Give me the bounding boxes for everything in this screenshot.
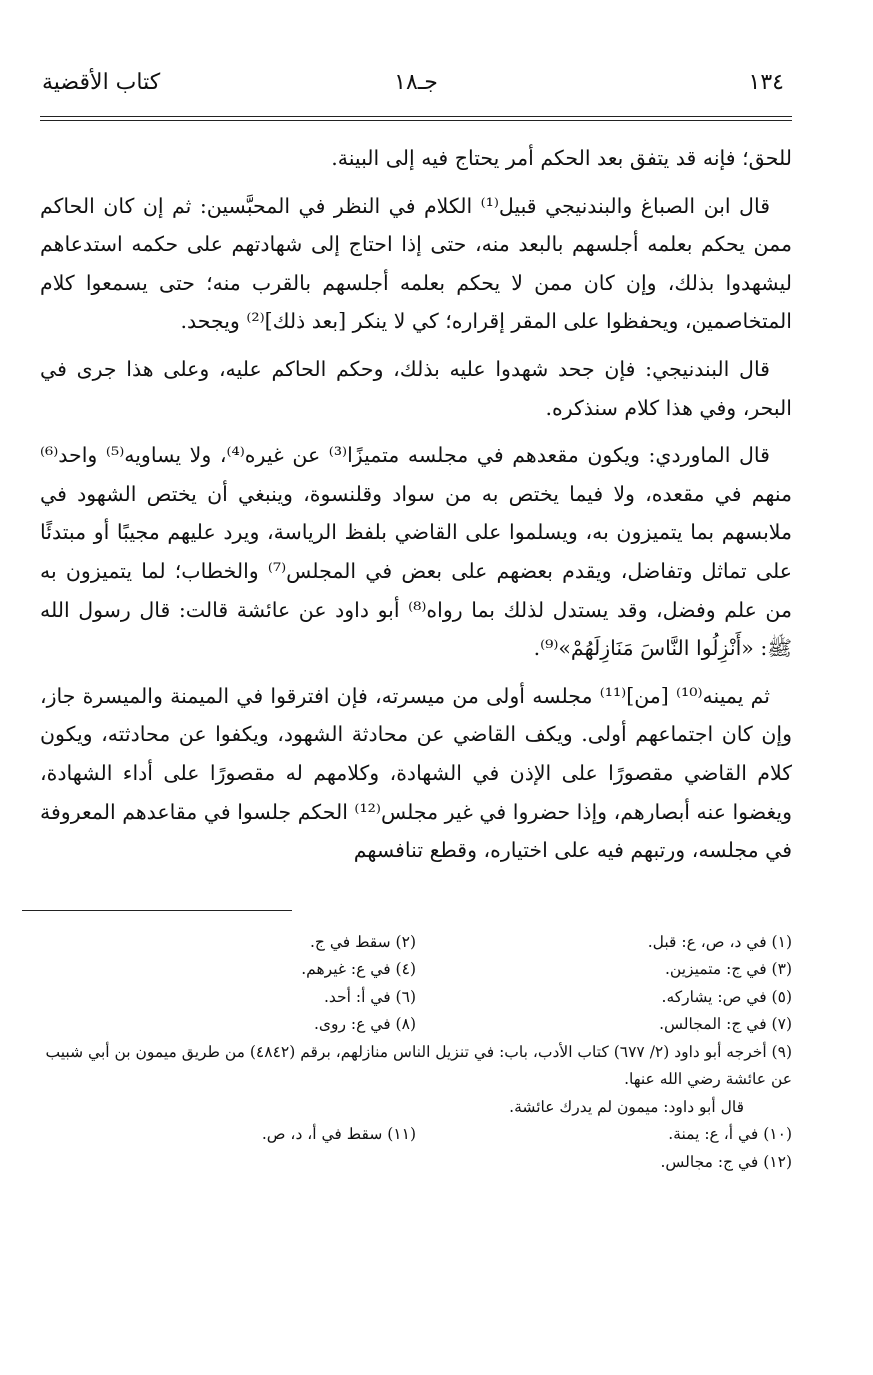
footnote: (٢) سقط في ج. xyxy=(309,932,416,951)
paragraph: قال ابن الصباغ والبندنيجي قبيل⁽¹⁾ الكلام في النظر في المحبَّسين: ثم إن كان الحاكم ممن يحكم بعلمه أجلسهم بالبعد منه، حتى إذا احتاج إلى شهادتهم على حكمه استدعاهم ليشهدوا بذلك، وإن كان ممن لا يحكم بعلمه أجلسهم بالقرب منه؛ حتى يسمعوا كلام المتخاصمين، ويحفظوا على المقر إقراره؛ كي لا ينكر [بعد ذلك]⁽²⁾ ويجحد. xyxy=(40,193,792,334)
main-text xyxy=(40,139,792,870)
footnote: (٣) في ج: متميزين. xyxy=(665,960,792,979)
footnote: (٦) في أ: أحد. xyxy=(323,987,416,1006)
footnote: (١٠) في أ، ع: يمنة. xyxy=(668,1125,792,1144)
footnote: (١١) سقط في أ، د، ص. xyxy=(261,1125,416,1144)
book-title: كتاب الأقضية xyxy=(42,70,161,95)
footnote: (١) في د، ص، ع: قبل. xyxy=(647,932,792,951)
footnote-row xyxy=(40,929,792,957)
footnotes xyxy=(40,929,792,1177)
footnote: (١٢) في ج: مجالس. xyxy=(660,1152,792,1171)
paragraph: قال الماوردي: ويكون مقعدهم في مجلسه متميزًا⁽³⁾ عن غيره⁽⁴⁾، ولا يساويه⁽⁵⁾ واحد⁽⁶⁾ منهم في مقعده، ولا فيما يختص به من سواد وقلنسوة، وينبغي أن يختص الشهود في ملابسهم بما يتميزون به، ويسلموا على القاضي بلفظ الرياسة، ويرد عليهم مجيبًا أو مبتدئًا على تماثل وتفاضل، ويقدم بعضهم على بعض في المجلس⁽⁷⁾ والخطاب؛ لما يتميزون به من علم وفضل، وقد يستدل لذلك بما رواه⁽⁸⁾ أبو داود عن عائشة قالت: قال رسول الله ﷺ: «أَنْزِلُوا النَّاسَ مَنَازِلَهُمْ»⁽⁹⁾. xyxy=(40,443,793,661)
paragraph: ثم يمينه⁽¹⁰⁾ [من]⁽¹¹⁾ مجلسه أولى من ميسرته، فإن افترقوا في الميمنة والميسرة جاز، وإن كان اجتماعهم أولى. ويكف القاضي عن محادثة الشهود، ويكفوا عن محادثته، ويكون كلام القاضي مقصورًا على الإذن في الشهادة، وكلامهم له مقصورًا على أداء الشهادة، ويغضوا عنه أبصارهم، وإذا حضروا في غير مجلس⁽¹²⁾ الحكم جلسوا في مقاعدهم المعروفة في مجلسه، ورتبهم فيه على اختياره، وقطع تنافسهم xyxy=(40,683,793,863)
header-rule-thin xyxy=(40,120,792,121)
book-page xyxy=(40,60,792,1176)
header-rule xyxy=(40,116,792,117)
footnote-row xyxy=(40,1121,792,1149)
footnote-continuation: قال أبو داود: ميمون لم يدرك عائشة. xyxy=(509,1097,744,1116)
footnote-row xyxy=(40,984,792,1012)
paragraph: قال البندنيجي: فإن جحد شهدوا عليه بذلك، وحكم الحاكم عليه، وعلى هذا جرى في البحر، وفي هذا كلام سنذكره. xyxy=(40,356,792,420)
footnote-separator xyxy=(22,910,292,911)
footnote: (٨) في ع: روى. xyxy=(313,1015,416,1034)
footnote-row xyxy=(40,1011,792,1039)
footnote: (٧) في ج: المجالس. xyxy=(659,1015,792,1034)
page-number: ١٣٤ xyxy=(748,70,784,95)
footnote: (٩) أخرجه أبو داود (٢/ ٦٧٧) كتاب الأدب، باب: في تنزيل الناس منازلهم، برقم (٤٨٤٢) من طريق ميمون بن أبي شبيب عن عائشة رضي الله عنها. xyxy=(45,1042,792,1089)
footnote-row xyxy=(40,956,792,984)
volume-number: جـ١٨ xyxy=(394,70,438,95)
footnote: (٤) في ع: غيرهم. xyxy=(301,960,416,979)
paragraph: للحق؛ فإنه قد يتفق بعد الحكم أمر يحتاج فيه إلى البينة. xyxy=(331,146,792,170)
footnote: (٥) في ص: يشاركه. xyxy=(661,987,792,1006)
footnote-row xyxy=(40,1149,792,1177)
running-header xyxy=(40,60,792,106)
